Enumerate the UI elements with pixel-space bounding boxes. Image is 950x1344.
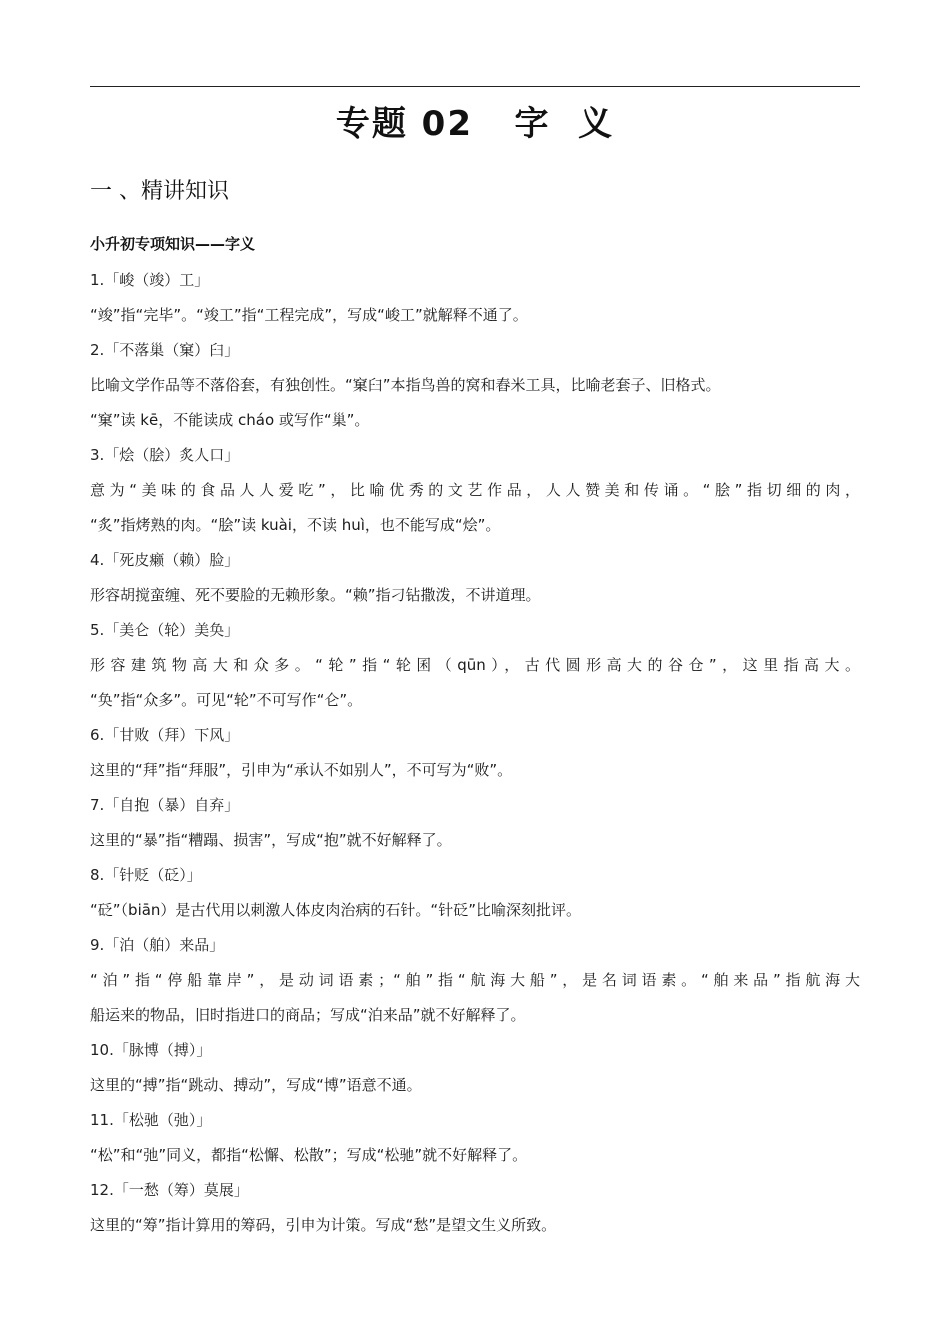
entry-text: 这里的“筹”指计算用的筹码，引申为计策。写成“愁”是望文生义所致。 [90, 1216, 557, 1234]
entry-heading: 3.「烩（脍）炙人口」 [90, 446, 240, 464]
page-title: 专题 02 字 义 [335, 104, 615, 144]
entry-text: 这里的“暴”指“糟蹋、损害”，写成“抱”就不好解释了。 [90, 831, 452, 849]
entry-text: “炙”指烤熟的肉。“脍”读 kuài，不读 huì，也不能写成“烩”。 [90, 516, 501, 534]
entry-text: “奂”指“众多”。可见“轮”不可写作“仑”。 [90, 691, 363, 709]
entry-heading: 12.「一愁（筹）莫展」 [90, 1181, 249, 1199]
entry-text: “窠”读 kē，不能读成 cháo 或写作“巢”。 [90, 411, 370, 429]
section-heading: 一 、精讲知识 [90, 179, 229, 204]
entry-heading: 11.「松驰（弛）」 [90, 1111, 212, 1129]
entry-text: “竣”指“完毕”。“竣工”指“工程完成”，写成“峻工”就解释不通了。 [90, 306, 528, 324]
entry-text: 船运来的物品，旧时指进口的商品；写成“泊来品”就不好解释了。 [90, 1006, 526, 1024]
entry-heading: 6.「甘败（拜）下风」 [90, 726, 240, 744]
entry-text: 形容胡搅蛮缠、死不要脸的无赖形象。“赖”指刁钻撒泼，不讲道理。 [90, 586, 541, 604]
subheading: 小升初专项知识——字义 [90, 235, 256, 253]
entry-heading: 1.「峻（竣）工」 [90, 271, 210, 289]
entry-text: 比喻文学作品等不落俗套，有独创性。“窠臼”本指鸟兽的窝和舂米工具，比喻老套子、旧格式。 [90, 376, 721, 394]
entry-heading: 4.「死皮癞（赖）脸」 [90, 551, 240, 569]
entry-heading: 10.「脉博（搏）」 [90, 1041, 212, 1059]
entry-text: 意为“美味的食品人人爱吃”，比喻优秀的文艺作品，人人赞美和传诵。“脍”指切细的肉， [90, 481, 860, 499]
entry-text: “砭”（biān）是古代用以刺激人体皮肉治病的石针。“针砭”比喻深刻批评。 [90, 901, 581, 919]
content-body [90, 263, 860, 1243]
entry-heading: 2.「不落巢（窠）臼」 [90, 341, 240, 359]
entry-heading: 5.「美仑（轮）美奂」 [90, 621, 240, 639]
entry-heading: 8.「针贬（砭）」 [90, 866, 202, 884]
entry-heading: 9.「泊（舶）来品」 [90, 936, 225, 954]
entry-text: 形容建筑物高大和众多。“轮”指“轮囷（qūn），古代圆形高大的谷仓”，这里指高大。 [90, 656, 860, 674]
header-rule [90, 86, 860, 87]
entry-text: “松”和“弛”同义，都指“松懈、松散”；写成“松驰”就不好解释了。 [90, 1146, 528, 1164]
entry-text: 这里的“搏”指“跳动、搏动”，写成“博”语意不通。 [90, 1076, 422, 1094]
entry-text: “泊”指“停船靠岸”，是动词语素；“舶”指“航海大船”，是名词语素。“舶来品”指航海大 [90, 971, 860, 989]
entry-text: 这里的“拜”指“拜服”，引申为“承认不如别人”，不可写为“败”。 [90, 761, 513, 779]
entry-heading: 7.「自抱（暴）自弃」 [90, 796, 240, 814]
